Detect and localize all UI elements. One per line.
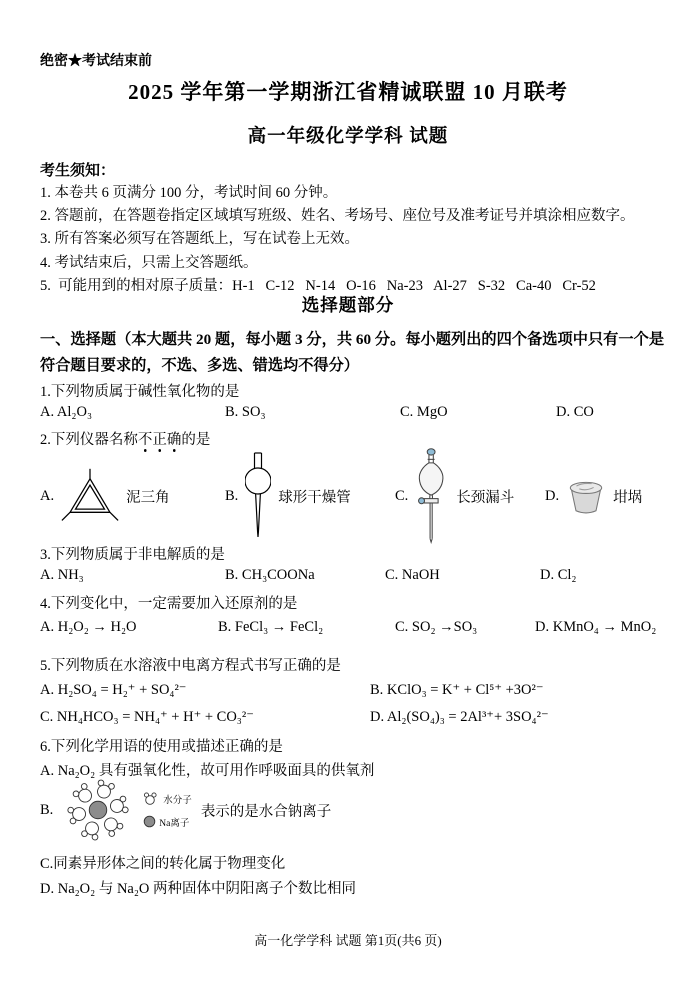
hydrated-sodium-ion-diagram bbox=[62, 775, 134, 845]
q6-option-b bbox=[40, 772, 672, 848]
secrecy-label: 绝密★考试结束前 bbox=[40, 54, 152, 69]
question-4-stem: 4.下列变化中，一定需要加入还原剂的是 bbox=[40, 596, 298, 612]
notice-list bbox=[40, 182, 672, 298]
q5-option-d: D. Al₂(SO₄)₃ = 2Al³⁺+ 3SO₄²⁻ bbox=[370, 709, 549, 725]
q3-option-d: D. Cl₂ bbox=[540, 567, 577, 583]
q2-option-d-name: 坩埚 bbox=[613, 489, 643, 506]
q2-stem-prefix: 2.下列仪器名称 bbox=[40, 432, 138, 448]
q6-option-b-label: B. bbox=[40, 801, 54, 818]
drying-tube-icon bbox=[245, 452, 271, 540]
question-2-stem bbox=[40, 428, 672, 449]
legend-water-row bbox=[143, 792, 192, 806]
q4-option-d: D. KMnO₄ → MnO₂ bbox=[535, 619, 657, 635]
q3-option-b: B. CH₃COONa bbox=[225, 567, 315, 583]
q5-option-b: B. KClO₃ = K⁺ + Cl⁵⁺ +3O²⁻ bbox=[370, 682, 544, 698]
q2-stem-emphasis: 不正确 bbox=[138, 432, 182, 453]
clay-triangle-icon bbox=[61, 466, 119, 526]
q2-option-b bbox=[225, 448, 351, 544]
q2-stem-suffix: 的是 bbox=[181, 432, 211, 448]
diagram-legend bbox=[143, 792, 192, 829]
notice-item-2: 2. 答题前，在答题卷指定区域填写班级、姓名、考场号、座位号及准考证号并填涂相应数字。 bbox=[40, 208, 635, 225]
q1-option-b: B. SO₃ bbox=[225, 404, 266, 420]
q2-option-c bbox=[395, 448, 514, 544]
q2-option-a-name: 泥三角 bbox=[126, 489, 170, 506]
question-3-stem: 3.下列物质属于非电解质的是 bbox=[40, 547, 225, 563]
q2-option-b-name: 球形干燥管 bbox=[278, 489, 351, 506]
water-molecule-icon bbox=[143, 792, 160, 805]
q5-option-c: C. NH₄HCO₃ = NH₄⁺ + H⁺ + CO₃²⁻ bbox=[40, 709, 254, 725]
q1-option-d: D. CO bbox=[556, 404, 594, 420]
question-5-options-row-2 bbox=[40, 709, 680, 726]
legend-na-row bbox=[143, 815, 192, 829]
exam-title: 2025 学年第一学期浙江省精诚联盟 10 月联考 bbox=[128, 80, 568, 104]
q4-option-c: C. SO₂ →SO₃ bbox=[395, 619, 478, 635]
notice-heading: 考生须知： bbox=[40, 163, 116, 179]
question-6-stem: 6.下列化学用语的使用或描述正确的是 bbox=[40, 739, 283, 755]
q1-option-c: C. MgO bbox=[400, 404, 448, 420]
q2-option-d bbox=[545, 448, 642, 544]
q3-option-a: A. NH₃ bbox=[40, 567, 84, 583]
separating-funnel-icon bbox=[415, 448, 449, 544]
q2-option-c-name: 长颈漏斗 bbox=[456, 489, 515, 506]
notice-item-1: 1. 本卷共 6 页满分 100 分，考试时间 60 分钟。 bbox=[40, 185, 338, 201]
q6-option-d: D. Na₂O₂ 与 Na₂O 两种固体中阴阳离子个数比相同 bbox=[40, 881, 357, 897]
q2-option-d-label: D. bbox=[545, 487, 560, 504]
q2-option-c-label: C. bbox=[395, 487, 409, 504]
q6-option-c: C.同素异形体之间的转化属于物理变化 bbox=[40, 856, 286, 872]
question-4-options bbox=[40, 619, 680, 636]
q2-option-b-label: B. bbox=[225, 487, 239, 504]
q4-option-a: A. H₂O₂ → H₂O bbox=[40, 619, 137, 635]
question-1-options bbox=[40, 404, 680, 421]
q5-option-a: A. H₂SO₄ = H₂⁺ + SO₄²⁻ bbox=[40, 682, 187, 698]
question-5-stem: 5.下列物质在水溶液中电离方程式书写正确的是 bbox=[40, 658, 341, 674]
question-1-stem: 1.下列物质属于碱性氧化物的是 bbox=[40, 384, 240, 400]
notice-item-5: 5. 可能用到的相对原子质量：H-1 C-12 N-14 O-16 Na-23 Al-27 S-32 Ca-40 Cr-52 bbox=[40, 277, 596, 294]
q2-option-a-label: A. bbox=[40, 487, 55, 504]
crucible-icon bbox=[566, 478, 606, 515]
legend-na-label: Na离子 bbox=[159, 818, 190, 829]
question-5-options-row-1 bbox=[40, 682, 680, 699]
page-footer: 高一化学学科 试题 第1页(共6 页) bbox=[254, 933, 442, 948]
exam-subtitle: 高一年级化学学科 试题 bbox=[247, 127, 449, 147]
question-3-options bbox=[40, 567, 680, 584]
q6-option-a: A. Na₂O₂ 具有强氧化性，故可用作呼吸面具的供氧剂 bbox=[40, 763, 375, 779]
sodium-ion-icon bbox=[143, 815, 156, 828]
q4-option-b: B. FeCl₃ → FeCl₂ bbox=[218, 619, 324, 635]
question-2-options bbox=[40, 448, 680, 544]
q1-option-a: A. Al₂O₃ bbox=[40, 404, 93, 420]
q3-option-c: C. NaOH bbox=[385, 567, 440, 583]
section-directions: 一、选择题（本大题共 20 题，每小题 3 分，共 60 分。每小题列出的四个备选项中只有一个是符合题目要求的，不选、多选、错选均不得分） bbox=[40, 331, 664, 374]
q2-option-a bbox=[40, 448, 170, 544]
notice-item-3: 3. 所有答案必须写在答题纸上，写在试卷上无效。 bbox=[40, 231, 359, 248]
section-title: 选择题部分 bbox=[301, 295, 395, 315]
notice-item-4: 4. 考试结束后，只需上交答题纸。 bbox=[40, 254, 258, 271]
q6-option-b-text: 表示的是水合钠离子 bbox=[200, 803, 332, 820]
legend-water-label: 水分子 bbox=[163, 795, 192, 806]
